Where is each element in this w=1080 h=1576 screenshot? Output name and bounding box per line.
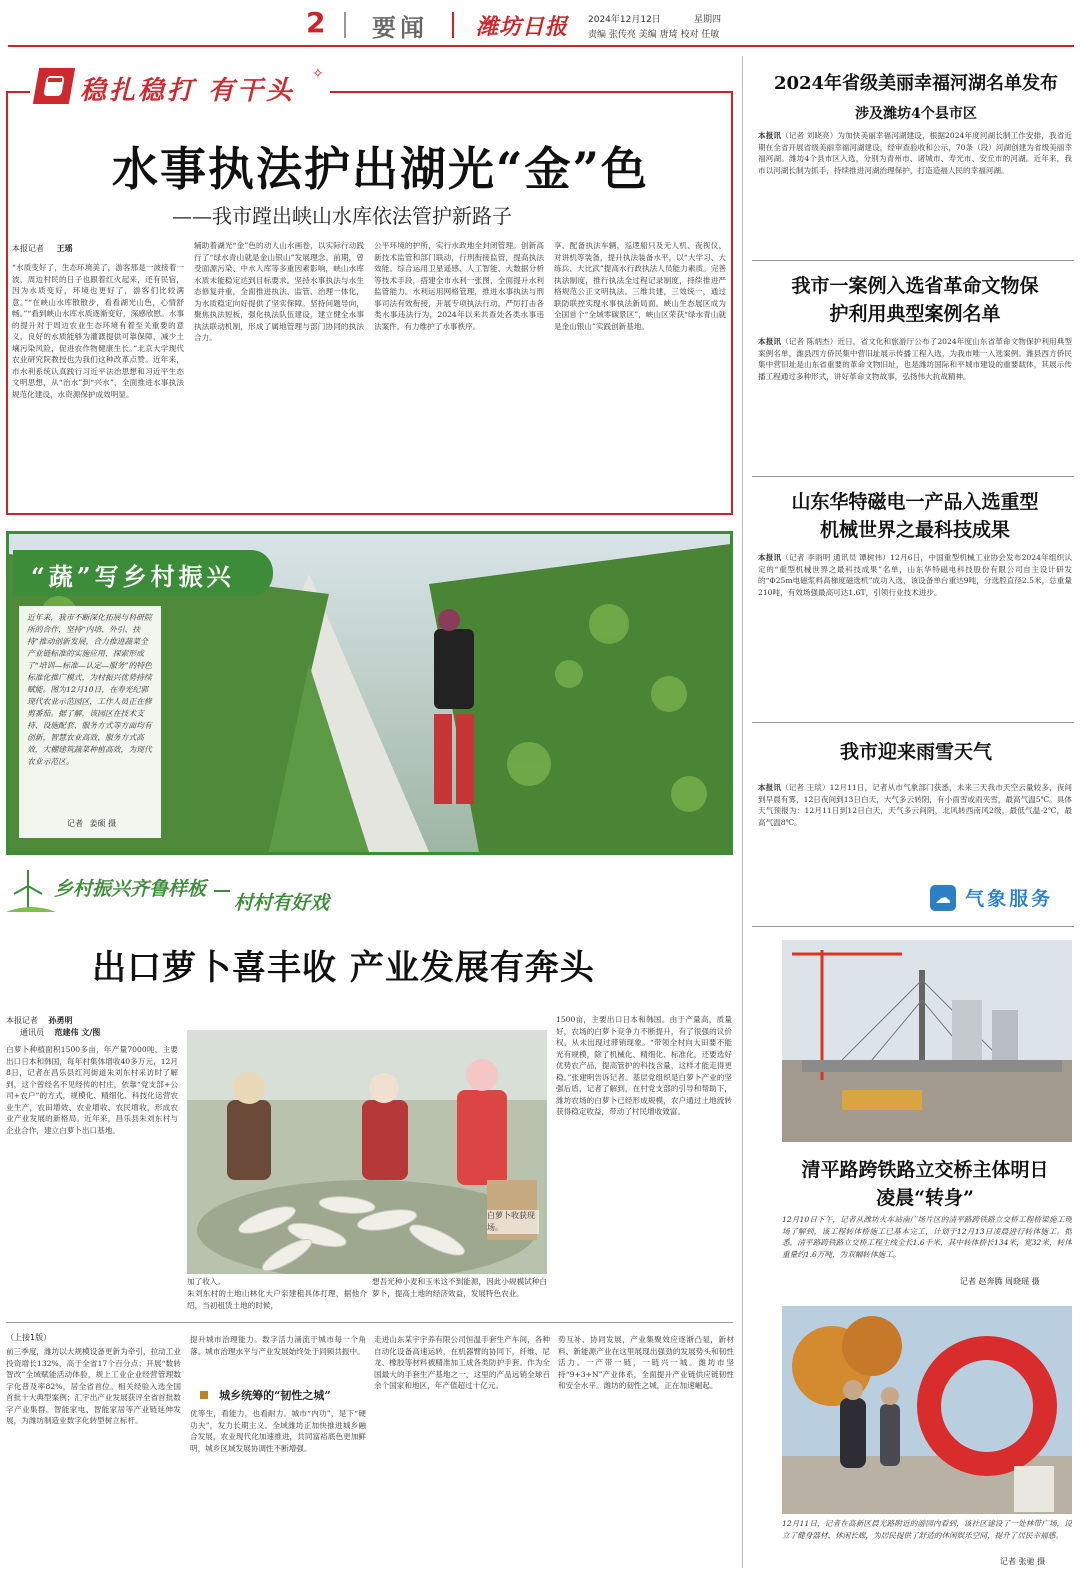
right-rule-4 [752, 926, 1074, 927]
bottom-col-2b: 优等生，看能力，也看耐力。城市“内功”，是下“硬功夫”，发力长期主义。全域潍坊正加快推进城乡融合发展，农业现代化加速推进，共同富裕底色更加鲜明，城乡区域发展协调性不断增强。 [190, 1409, 366, 1453]
radish-col-1: 白萝卜种植面积1500多亩，年产量7000吨，主要出口日本和韩国，每年村集体增收40多万元，12月8日，记者在昌乐县红河街道朱刘东村采访时了解到，这个曾经名不见经传的村庄，依靠“党支部+公司+农户”的方式，规模化、精细化、科技化运营农业生产，农田增效、农业增收、农民增收，形成农业产业发展的新格局。近年来，昌乐县朱刘东村与企业合作，建立白萝卜出口基地。 [6, 1045, 178, 1135]
masthead-rule [8, 45, 1074, 47]
right-a2-title: 我市一案例入选省革命文物保护利用典型案例名单 [791, 275, 1039, 325]
right-rule-3 [752, 722, 1074, 723]
section-name: 要闻 [372, 13, 428, 42]
radish-harvest-image [187, 1030, 547, 1274]
lead-banner [30, 64, 330, 110]
credit-name: 姜硕 摄 [89, 819, 117, 828]
section-banner-right: 村村有好戏 [234, 892, 330, 914]
photo-feature-credit [67, 818, 116, 829]
right-a3-text [758, 552, 1072, 712]
right-a4-text [758, 782, 1072, 882]
radish-col-2: 1500亩，主要出口日本和韩国。由于产量高，质量好，农场的白萝卜竞争力不断提升，有了很强的议价权，从未出现过滞销现象。“带领全村向大田要不能光有规模，除了机械化、精细化、标准化，还要选好优势农产品，提高管护的科技含量，这样才能走得更稳。”张建明告诉记者。基层党组织是白萝卜产业的坚强后盾，记者了解到，在村党支部的引导和帮助下，潍坊农场的白萝卜已经形成规模，农户通过土地流转获得稳定收益，带动了村民增收致富。 [556, 1015, 732, 1116]
right-a3-body: （记者 李雨明 通讯员 谭树伟）12月6日，中国重型机械工业协会发布2024年组织认定的“重型机械世界之最科技成果”名单，山东华特磁电科技股份有限公司自主设计研发的“Φ25m电磁浆料高梯度磁选机”成功入选，该设备单台重达9吨，分选腔直径2.5米，总重量210吨，有效场强最高可达1.6T，引领行业技术进步。 [758, 553, 1072, 597]
fist-icon [33, 68, 75, 104]
lead-subhead: ——我市蹚出峡山水库依法管护新路子 [172, 204, 512, 228]
bottom-rule [6, 1322, 733, 1323]
park-photo [782, 1306, 1072, 1514]
right-a5-title: 清平路跨铁路立交桥主体明日凌晨“转身” [801, 1159, 1049, 1209]
radish-photo [187, 1030, 547, 1274]
right-rule-2 [752, 476, 1074, 477]
bottom-subhead-box [200, 1384, 350, 1404]
header-divider-2 [452, 12, 454, 38]
right-a4-body: （记者 王琰）12月11日，记者从市气象部门获悉，未来三天我市天空云量较多，夜间到早晨有雾，12日夜间到13日白天，大气多云转阴，有小雨雪或雨夹雪，最高气温5℃。具体天气预报为：12月11日到12日白天，天气多云间阴，北风转西南风2级，最低气温-2℃，最高气温8℃。 [758, 783, 1072, 827]
right-column-rule [742, 56, 743, 1568]
radish-under-2: 朱刘东村的土地山林化大户亲建租具体打理，据他介绍，当初租赁土地的时候， [187, 1289, 367, 1310]
lead-byline [12, 243, 73, 254]
lead-col-3: 公平环境的护所，实行水政地全封闭管理。创新高新技术监管和部门联动，行刑衔接监管，提高执法效能。综合运用卫星遥感、人工智能、大数据分析等技术手段，搭建全市水利一张图，全面提升水利监管能力。水利运用网格管理，推进水事执法与刑事司法有效衔接，开展专项执法行动，严厉打击各类水事违法行为，2024年以来共查处各类水事违法案件，有力维护了水事秩序。 [374, 241, 544, 331]
weather-badge-text: 气象服务 [965, 888, 1054, 910]
bridge-construction-image [782, 940, 1072, 1142]
issue-weekday: 星期四 [694, 15, 722, 25]
editor-credits: 责编 张传亮 美编 唐琦 校对 任敏 [588, 30, 720, 40]
radish-byline-label-2: 通讯员 [20, 1028, 44, 1037]
right-a6-credit: 记者 张驰 摄 [1000, 1557, 1046, 1566]
header-divider [344, 12, 346, 38]
bottom-col-2: 提升城市治理能力。数字活力涌流于城市每一个角落。城市治理水平与产业发展始终处于同频共振中。 [190, 1335, 366, 1356]
bottom-subhead: 城乡统筹的“韧性之城” [219, 1389, 331, 1402]
right-a1-byline: 本报讯 [758, 131, 782, 140]
lead-headline: 水事执法护出湖光“金”色 [112, 142, 649, 196]
weather-icon: ☁ [930, 885, 956, 911]
lead-col-1: “水质变好了，生态环境美了，游客那是一波接着一波，周边村民的日子也跟着红火起来，还有民宿，因为水质变好，环境也更好了，游客们比较满意。”“在峡山水库散散步，看看湖光山色，心情舒畅。”“看到峡山水库水质逐渐变好，深感欣慰。水事的提升对于周边农业生态环境有着至关重要的意义，良好的水质能够为灌溉提供可靠保障，减少土壤污染风险，促进农作物健康生长。”北京大学现代农业研究院教授也为我们这种改革点赞。近年来，市水利系统认真践行习近平法治思想和习近平生态文明思想，从“治水”到“兴水”，全面推进水事执法规范化建设，水资源保护成效明显。 [12, 263, 184, 399]
photo-feature-banner [13, 550, 273, 596]
radish-under-3: 想吾光种小麦和玉米这不到能源，因此小规模试种白萝卜，提高土地的经济效益，发展特色农业。 [372, 1277, 547, 1298]
right-a6-caption: 12月11日，记者在高新区晨光路附近的游园内看到，该社区建设了一处林带广场，设立了健身器材、休闲长廊，为居民提供了舒适的休闲娱乐空间，提升了居民幸福感。 [782, 1519, 1072, 1540]
right-a2-body: （记者 陈炳杰）近日，省文化和旅游厅公布了2024年度山东省革命文物保护利用典型案例名单，潍县西方侨民集中营旧址展示传播工程入选，为我市唯一入选案例。潍县西方侨民集中营旧址是山东省重要的革命文物旧址，也是潍坊国际和平城市建设的重要载体，其展示传播工程通过多种形式，讲好革命文物故事，弘扬伟大抗战精神。 [758, 337, 1072, 381]
paper-name: 潍坊日报 [476, 14, 569, 40]
right-a3-title: 山东华特磁电一产品入选重型机械世界之最科技成果 [791, 491, 1039, 541]
radish-byline [6, 1015, 100, 1039]
right-a2-text [758, 336, 1072, 468]
bottom-col-1: 前三季度，潍坊以大规模设备更新为牵引，拉动工业投资增长132%，高于全省17个百分点；开展“数转智改”全域赋能活动体验，规上工业企业经营管理数字化普及率82%，居全省首位。相关经验入选全国首批十大典型案例；汇宇出产业发展获评全省首批数字产业集群。智能家电、智能家居等产业链延伸发展，为潍坊制造业数字化转型树立标杆。 [6, 1347, 181, 1425]
photo-feature-text: 近年来，我市不断深化拓展与科研院所的合作，坚持“内培、外引、扶持”推动创新发展，合力推进蔬菜全产业链标准的实施应用，探索形成了“培训—标准—认定—服务”的特色标准化推广模式，为村振兴优势持续赋能。图为12月10日，在寿光纪郭现代农业示范园区，工作人员正在修剪番茄。据了解，该园区在技术支持、设施配套、服务方式等方面均有创新，智慧农业高效、服务方式高效，大棚建筑蔬菜种植高效，为现代农业示范区。 [27, 613, 152, 766]
weather-badge [930, 884, 1070, 914]
radish-byline-name: 孙勇明 [48, 1016, 73, 1025]
photo-feature-box [6, 531, 733, 855]
byline-name: 王瑶 [56, 244, 73, 253]
bottom-col-3: 走进山东某宇宇养有限公司恒温手套生产车间，各种自动化设备高速运转，在机器臂的协同下，纤维、尼龙、橡胶等材料被精准加工成各类防护手套。作为全国最大的手套生产基地之一，这里的产品远销全球百余个国家和地区，年产值超过十亿元。 [374, 1335, 550, 1390]
bird-icon: ✧ [312, 66, 324, 82]
byline-label: 本报记者 [12, 244, 44, 253]
right-a1-title: 2024年省级美丽幸福河湖名单发布 [773, 73, 1059, 94]
park-leisure-image [782, 1306, 1072, 1514]
right-a2-byline: 本报讯 [758, 337, 782, 346]
right-a1-subtitle: 涉及潍坊4个县市区 [855, 106, 977, 122]
bridge-photo [782, 940, 1072, 1142]
section-banner [6, 866, 376, 916]
radish-headline: 出口萝卜喜丰收 产业发展有奔头 [92, 948, 595, 988]
section-banner-left: 乡村振兴齐鲁样板 [54, 878, 207, 900]
right-a4-title: 我市迎来雨雪天气 [839, 741, 992, 763]
lead-col-4: 享、配备执法车辆，巡逻船只及无人机、夜视仪、对讲机等装备，提升执法装备水平，以“大学习、大练兵、大比武”提高水行政执法人员能力素质。完善执法制度，推行执法全过程记录制度，持续推进严格规范公正文明执法。三维共建，三效统一，通过联防联控实现水事执法新局面。峡山生态展区成为全国首个“全域零碳景区”，峡山区荣获“绿水青山就是金山银山”实践创新基地。 [554, 241, 726, 331]
right-a1-body: （记者 刘晓亮）为加快美丽幸福河湖建设，根据2024年度河湖长制工作安排，我省近期在全省开展省级美丽幸福河湖建设，经审查验收和公示，70条（段）河湖创建为省级美丽幸福河湖。潍坊4个县市区入选，分别为青州市、诸城市、寿光市、安丘市的河湖。近年来，我市以河湖长制为抓手，持续推进河湖治理保护，打造造福人民的幸福河湖。 [758, 131, 1072, 175]
right-a1-text [758, 130, 1072, 250]
right-a5-text: 12月10日下午，记者从潍坊火车站南广场片区的清平路跨铁路立交桥工程桥梁施工现场了解到，该工程转体桥施工已基本完工，计划于12月13日凌晨进行转体施工。据悉，清平路跨铁路立交桥工程主线全长1.6千米，其中转体桥长134米，宽32米，转体重量约1.6万吨，为双幅转体施工。 [782, 1215, 1072, 1259]
photo-feature-textbox [19, 606, 161, 838]
subhead-marker-icon [200, 1391, 208, 1399]
lead-col-2: 辅助着湖光“金”色的动人山水画卷，以实际行动践行了“绿水青山就是金山银山”发展理念。前期，曾受面源污染、中水入库等多重因素影响，峡山水库水质未能稳定达到目标要求。坚持水事执法与水生态修复并重，全面推进执法、监管、治理一体化，为水质稳定向好提供了坚实保障。坚持问题导向，聚焦执法短板，强化执法队伍建设，建立健全水事执法联动机制，形成了属地管理与部门协同的执法合力。 [194, 241, 364, 342]
bottom-col-4: 势互补、协同发展，产业集聚效应逐渐凸显，新材料、新能源产业在这里展现出强劲的发展势头和韧性活力。一产带一链，一链兴一城。潍坊市坚持“9+3+N”产业体系，全面提升产业链供应链韧性和安全水平。潍坊的韧性之城，正在加速崛起。 [558, 1335, 734, 1390]
credit-label: 记者 [67, 819, 83, 828]
page-number: 2 [306, 6, 326, 39]
right-a5-credit: 记者 赵奔腾 周晓瑶 摄 [960, 1277, 1040, 1286]
masthead [0, 0, 1080, 48]
right-a3-byline: 本报讯 [758, 553, 782, 562]
continued-label: （上接1版） [6, 1333, 52, 1342]
radish-under-1: 加了收入。 [187, 1277, 225, 1286]
radish-byline-label: 本报记者 [6, 1016, 38, 1025]
photo-feature-banner-text: “蔬”写乡村振兴 [31, 562, 235, 591]
right-rule-1 [752, 260, 1074, 261]
section-banner-divider [214, 890, 230, 892]
radish-photo-caption: 白萝卜收获现场。 [487, 1210, 539, 1234]
lead-banner-text: 稳扎稳打 有干头 [80, 76, 296, 106]
right-a4-byline: 本报讯 [758, 783, 782, 792]
issue-date: 2024年12月12日 [588, 15, 661, 25]
radish-byline-name-2: 范建伟 文/图 [54, 1028, 101, 1037]
wind-turbine-icon [6, 866, 56, 916]
